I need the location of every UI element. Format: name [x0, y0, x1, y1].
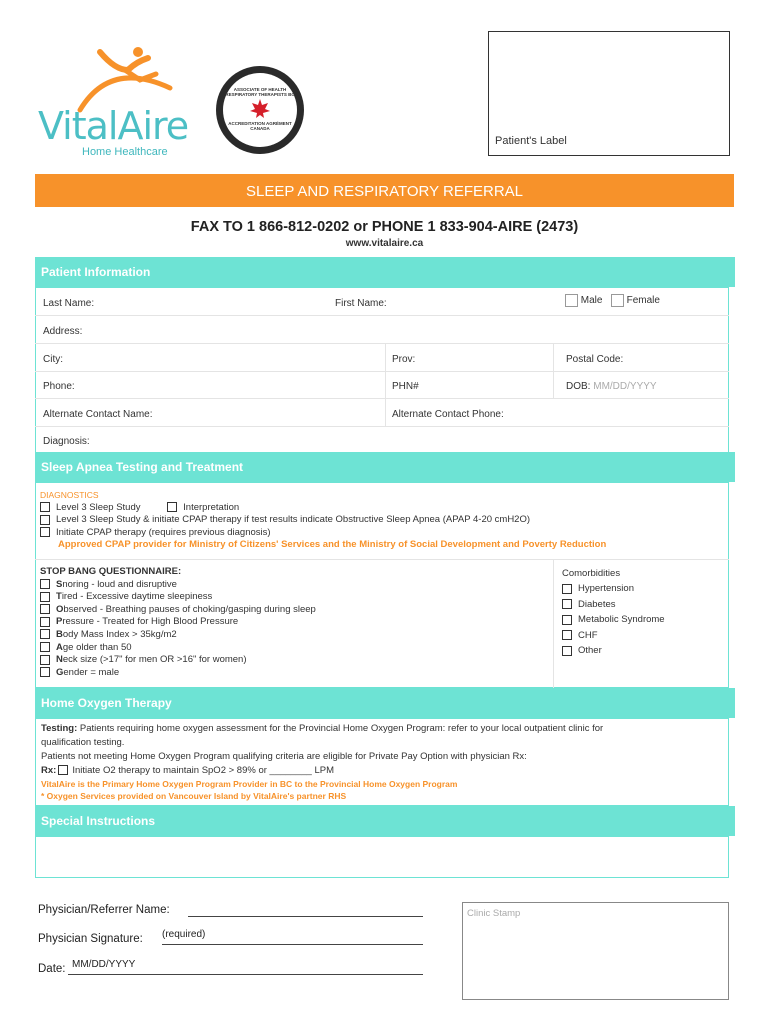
stop-bang-item: Gender = male — [40, 667, 316, 680]
stop-bang-item: Tired - Excessive daytime sleepiness — [40, 591, 316, 604]
diagnostics-label: DIAGNOSTICS — [40, 490, 99, 500]
level3-study-checkbox[interactable] — [40, 502, 50, 512]
postal-code-label: Postal Code: — [566, 354, 624, 365]
hypertension-checkbox[interactable] — [562, 584, 572, 594]
dob-field[interactable]: MM/DD/YYYY — [593, 381, 657, 392]
physician-signature-label: Physician Signature: — [38, 933, 143, 945]
stop-bang-item: Observed - Breathing pauses of choking/gasping during sleep — [40, 604, 316, 617]
testing-text-2: qualification testing. — [41, 737, 125, 748]
stop-bang-list — [40, 566, 316, 679]
comorbidities-title: Comorbidities — [562, 568, 621, 579]
special-instructions-field[interactable] — [35, 836, 729, 878]
hypertension-label: Hypertension — [578, 583, 634, 595]
diabetes-checkbox[interactable] — [562, 599, 572, 609]
phn-label: PHN# — [392, 381, 419, 392]
stop-bang-checkbox[interactable] — [40, 617, 50, 627]
metabolic-syndrome-checkbox[interactable] — [562, 615, 572, 625]
rx-checkbox[interactable] — [58, 765, 68, 775]
chf-label: CHF — [578, 629, 598, 641]
patient-label-box — [488, 31, 730, 156]
special-instructions-heading: Special Instructions — [35, 806, 735, 836]
row-address — [35, 316, 729, 344]
dob-label: DOB: — [566, 381, 591, 392]
clinic-stamp-label: Clinic Stamp — [467, 908, 521, 919]
diabetes-label: Diabetes — [578, 598, 616, 610]
row-city — [35, 344, 729, 372]
primary-provider-note: VitalAire is the Primary Home Oxygen Program Provider in BC to the Provincial Home Oxygen Program — [41, 779, 458, 789]
rx-label: Rx: — [41, 765, 57, 776]
row-phone — [35, 371, 729, 399]
alt-contact-phone-label: Alternate Contact Phone: — [392, 409, 504, 420]
other-label: Other — [578, 645, 602, 657]
female-label: Female — [626, 295, 660, 307]
last-name-label: Last Name: — [43, 298, 95, 309]
clinic-stamp-box — [462, 902, 729, 1000]
prov-label: Prov: — [392, 354, 416, 365]
other-checkbox[interactable] — [562, 646, 572, 656]
logo-tagline: Home Healthcare — [82, 146, 168, 158]
address-label: Address: — [43, 326, 83, 337]
home-oxygen-heading: Home Oxygen Therapy — [35, 688, 735, 718]
alt-contact-name-label: Alternate Contact Name: — [43, 409, 153, 420]
seal-bottom-text: ACCREDITATION AGRÉMENT CANADA — [228, 121, 292, 131]
website-link[interactable]: www.vitalaire.ca — [345, 238, 424, 249]
stop-bang-checkbox[interactable] — [40, 667, 50, 677]
row-alt-contact — [35, 399, 729, 427]
initiate-cpap-label: Initiate CPAP therapy (requires previous diagnosis) — [56, 526, 271, 538]
stop-bang-item: Neck size (>17" for men OR >16" for women) — [40, 654, 316, 667]
sleep-apnea-heading: Sleep Apnea Testing and Treatment — [35, 452, 735, 482]
form-title: SLEEP AND RESPIRATORY REFERRAL — [35, 174, 734, 207]
interpretation-checkbox[interactable] — [167, 502, 177, 512]
male-checkbox[interactable] — [565, 294, 578, 307]
stop-bang-checkbox[interactable] — [40, 604, 50, 614]
maple-leaf-icon — [249, 99, 271, 119]
first-name-label: First Name: — [335, 298, 387, 309]
accreditation-seal — [216, 66, 304, 154]
female-checkbox[interactable] — [611, 294, 624, 307]
stop-bang-checkbox[interactable] — [40, 579, 50, 589]
male-label: Male — [580, 295, 603, 307]
stop-bang-checkbox[interactable] — [40, 629, 50, 639]
testing-text: Patients requiring home oxygen assessment for the Provincial Home Oxygen Program: refer to your local outpatient clinic for — [79, 723, 604, 734]
logo-name: VitalAire — [38, 104, 189, 148]
rx-text: Initiate O2 therapy to maintain SpO2 > 89% or ________ LPM — [72, 765, 334, 776]
initiate-cpap-checkbox[interactable] — [40, 527, 50, 537]
fax-phone-line: FAX TO 1 866-812-0202 or PHONE 1 833-904-AIRE (2473) — [190, 219, 579, 235]
level3-cpap-checkbox[interactable] — [40, 515, 50, 525]
stop-bang-item: Snoring - loud and disruptive — [40, 579, 316, 592]
stop-bang-title: STOP BANG QUESTIONNAIRE: — [40, 566, 182, 577]
metabolic-syndrome-label: Metabolic Syndrome — [578, 614, 665, 626]
seal-top-text: ASSOCIATE OF HEALTH RESPIRATORY THERAPISTS BC — [225, 87, 295, 97]
island-note: * Oxygen Services provided on Vancouver Island by VitalAire's partner RHS — [41, 791, 347, 801]
level3-cpap-label: Level 3 Sleep Study & initiate CPAP therapy if test results indicate Obstructive Sleep Apnea (APAP 4-20 cmH2O) — [56, 514, 531, 526]
date-placeholder: MM/DD/YYYY — [72, 959, 136, 970]
physician-name-label: Physician/Referrer Name: — [38, 904, 170, 916]
diagnosis-label: Diagnosis: — [43, 436, 90, 447]
comorbidities-list — [562, 566, 665, 658]
approved-provider-note: Approved CPAP provider for Ministry of Citizens' Services and the Ministry of Social Development and Poverty Reduction — [58, 539, 607, 551]
city-label: City: — [43, 354, 63, 365]
row-diagnosis — [35, 426, 729, 453]
stop-bang-item: Pressure - Treated for High Blood Pressure — [40, 616, 316, 629]
signature-placeholder: (required) — [162, 929, 206, 940]
patient-info-heading: Patient Information — [35, 257, 735, 287]
stop-bang-item: Body Mass Index > 35kg/m2 — [40, 629, 316, 642]
level3-study-label: Level 3 Sleep Study — [56, 501, 141, 513]
interpretation-label: Interpretation — [183, 501, 240, 513]
physician-signature-field[interactable] — [162, 944, 423, 945]
date-field[interactable] — [68, 974, 423, 975]
stop-bang-checkbox[interactable] — [40, 642, 50, 652]
private-pay-text: Patients not meeting Home Oxygen Program qualifying criteria are eligible for Private Pay Option with physician Rx: — [41, 751, 527, 762]
date-label: Date: — [38, 963, 66, 975]
patient-label-text: Patient's Label — [495, 135, 567, 147]
stop-bang-checkbox[interactable] — [40, 655, 50, 665]
row-name — [35, 288, 729, 316]
phone-label: Phone: — [43, 381, 75, 392]
physician-name-field[interactable] — [188, 916, 423, 917]
chf-checkbox[interactable] — [562, 630, 572, 640]
stop-bang-item: Age older than 50 — [40, 642, 316, 655]
stop-bang-checkbox[interactable] — [40, 592, 50, 602]
testing-label: Testing: — [41, 723, 78, 734]
